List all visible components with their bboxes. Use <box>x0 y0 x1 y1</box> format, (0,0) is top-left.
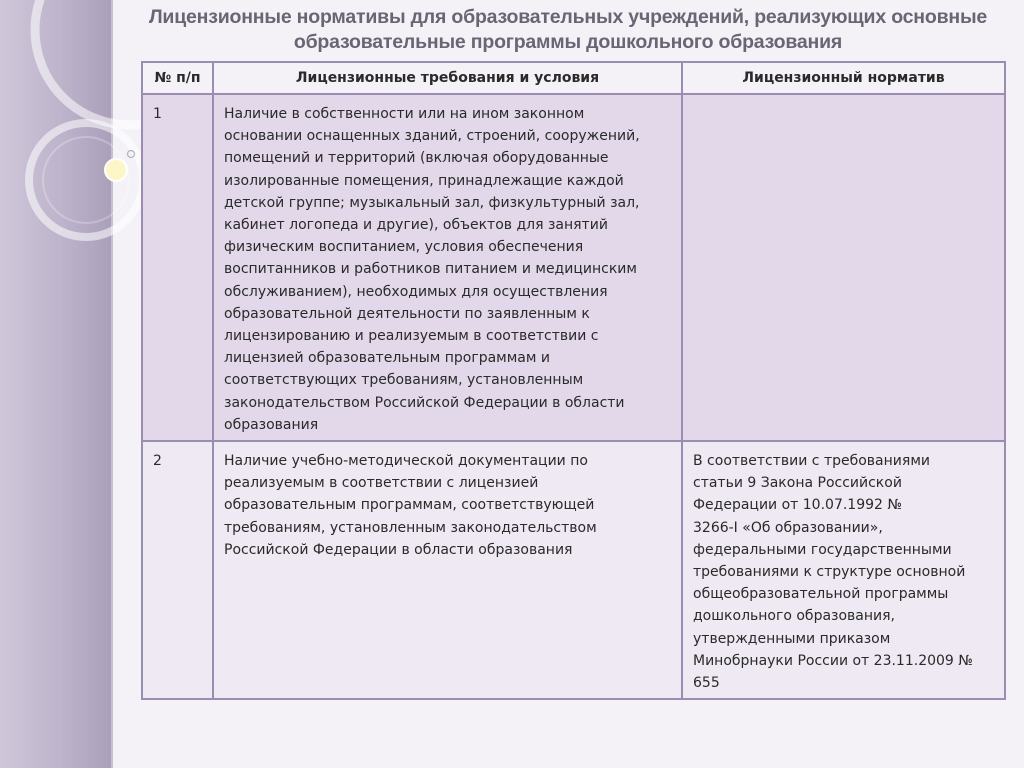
norm-cell: В соответствии с требованиями статьи 9 Закона Российской Федерации от 10.07.1992 № 3266-I «Об образовании», федеральными государственными требованиями к структуре основной общеобразовательной программы дошкольного образования, утвержденными приказом Минобрнауки России от 23.11.2009 № 655 <box>682 441 1005 699</box>
header-number: № п/п <box>142 62 213 94</box>
row-number: 2 <box>142 441 213 699</box>
title-line-1: Лицензионные нормативы для образовательных учреждений, реализующих основные <box>148 6 988 28</box>
decorative-side-panel <box>0 0 113 768</box>
license-table-container <box>141 61 1004 700</box>
title-line-2: образовательные программы дошкольного образования <box>293 31 843 53</box>
page-title <box>118 5 1018 55</box>
license-table <box>141 61 1006 700</box>
table-header-row <box>142 62 1005 94</box>
norm-cell <box>682 94 1005 441</box>
small-dot <box>128 151 135 158</box>
header-requirements: Лицензионные требования и условия <box>213 62 682 94</box>
table-row <box>142 441 1005 699</box>
table-row <box>142 94 1005 441</box>
header-norm: Лицензионный норматив <box>682 62 1005 94</box>
requirement-cell: Наличие в собственности или на ином законном основании оснащенных зданий, строений, сооружений, помещений и территорий (включая оборудованные изолированные помещения, принадлежащие каждой детской группе; музыкальный зал, физкультурный зал, кабинет логопеда и другие), объектов для занятий физическим воспитанием, условия обеспечения воспитанников и работников питанием и медицинским обслуживанием), необходимых для осуществления образовательной деятельности по заявленным к лицензированию и реализуемым в соответствии с лицензией образовательным программам и соответствующих требованиям, установленным законодательством Российской Федерации в области образования <box>213 94 682 441</box>
row-number: 1 <box>142 94 213 441</box>
requirement-cell: Наличие учебно-методической документации по реализуемым в соответствии с лицензией образовательным программам, соответствующей требованиям, установленным законодательством Российской Федерации в области образования <box>213 441 682 699</box>
